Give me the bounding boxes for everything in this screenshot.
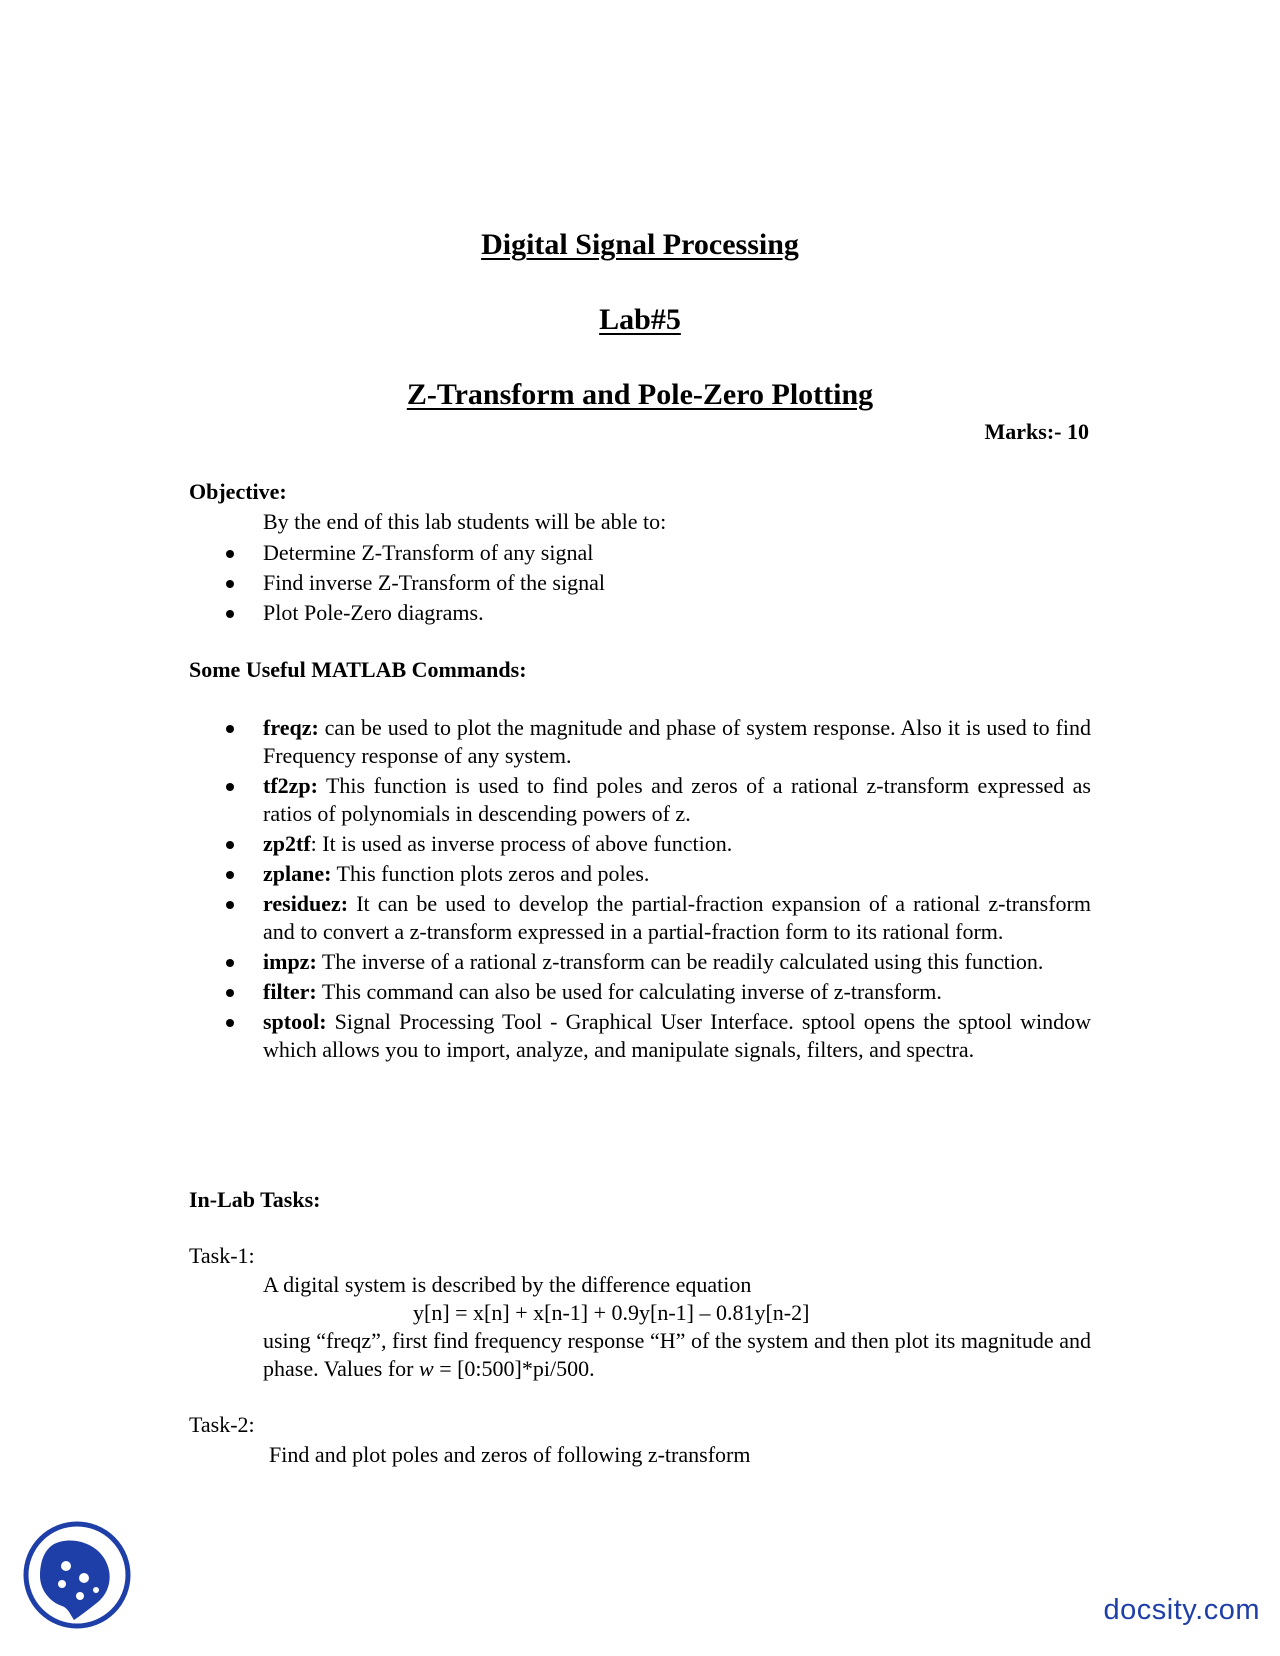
task1-equation: y[n] = x[n] + x[n-1] + 0.9y[n-1] – 0.81y[n-2] — [413, 1300, 810, 1325]
tasks-section — [189, 1186, 1091, 1469]
list-item: Plot Pole-Zero diagrams. — [189, 599, 1091, 627]
task1-intro: A digital system is described by the difference equation — [263, 1272, 752, 1297]
task2-intro: Find and plot poles and zeros of following z-transform — [269, 1442, 751, 1467]
task1-instruction: using “freqz”, first find frequency response “H” of the system and then plot its magnitude and phase. Values for w = [0:500]*pi/500. — [263, 1328, 1091, 1381]
docsity-logo-icon[interactable] — [22, 1520, 132, 1630]
list-item: Find inverse Z-Transform of the signal — [189, 569, 1091, 597]
task1-label: Task-1: — [189, 1243, 255, 1268]
bullet-icon — [226, 550, 234, 558]
bullet-icon — [226, 989, 234, 997]
bullet-icon — [226, 783, 234, 791]
objective-intro: By the end of this lab students will be able to: — [263, 509, 667, 534]
bullet-icon — [226, 871, 234, 879]
bullet-icon — [226, 959, 234, 967]
bullet-icon — [226, 841, 234, 849]
task2-label: Task-2: — [189, 1412, 255, 1437]
objective-section — [189, 478, 1091, 629]
list-item: filter: This command can also be used for calculating inverse of z-transform. — [189, 978, 1091, 1006]
commands-list — [189, 714, 1091, 1064]
bullet-icon — [226, 1019, 234, 1027]
list-item: Determine Z-Transform of any signal — [189, 539, 1091, 567]
lab-number: Lab#5 — [599, 303, 681, 336]
marks-label: Marks:- 10 — [984, 419, 1089, 444]
list-item: impz: The inverse of a rational z-transform can be readily calculated using this function. — [189, 948, 1091, 976]
list-item: residuez: It can be used to develop the partial-fraction expansion of a rational z-transform and to convert a z-transform expressed in a partial-fraction form to its rational form. — [189, 890, 1091, 946]
docsity-brand-link[interactable]: docsity.com — [1103, 1594, 1260, 1626]
bullet-icon — [226, 610, 234, 618]
bullet-icon — [226, 580, 234, 588]
list-item: freqz: can be used to plot the magnitude and phase of system response. Also it is used to find Frequency response of any system. — [189, 714, 1091, 770]
objective-heading: Objective: — [189, 479, 287, 504]
list-item: tf2zp: This function is used to find poles and zeros of a rational z-transform expressed as ratios of polynomials in descending powers of z. — [189, 772, 1091, 828]
tasks-heading: In-Lab Tasks: — [189, 1187, 321, 1212]
course-title: Digital Signal Processing — [481, 228, 799, 261]
bullet-icon — [226, 901, 234, 909]
list-item: zp2tf: It is used as inverse process of above function. — [189, 830, 1091, 858]
list-item: sptool: Signal Processing Tool - Graphical User Interface. sptool opens the sptool window which allows you to import, analyze, and manipulate signals, filters, and spectra. — [189, 1008, 1091, 1064]
list-item: zplane: This function plots zeros and poles. — [189, 860, 1091, 888]
bullet-icon — [226, 725, 234, 733]
lab-topic: Z-Transform and Pole-Zero Plotting — [406, 378, 874, 411]
commands-heading: Some Useful MATLAB Commands: — [189, 657, 527, 682]
commands-section — [189, 656, 1091, 1066]
objective-list — [189, 539, 1091, 627]
